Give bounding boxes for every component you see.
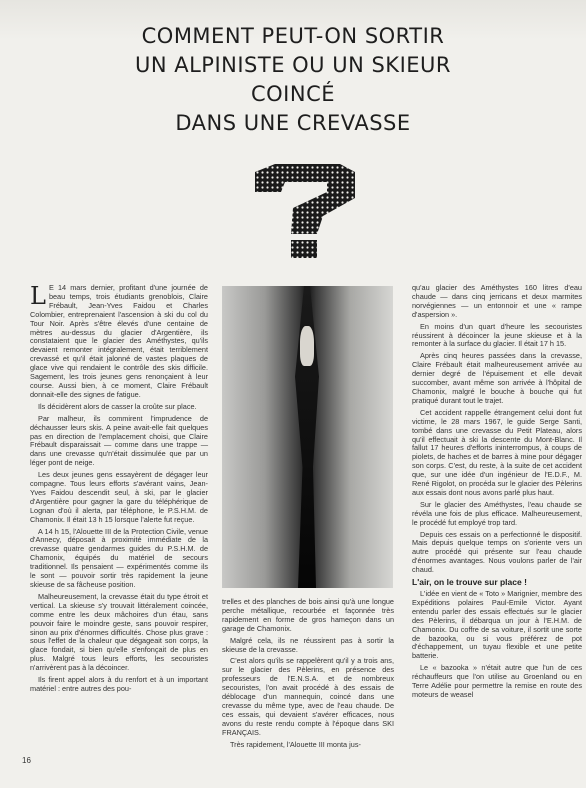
text-column-middle [222,598,394,753]
drop-cap: L [30,282,46,310]
paragraph: A 14 h 15, l'Alouette III de la Protection Civile, venue d'Annecy, déposait à proximité immédiate de la crevasse quatre gendarmes guides du P.S.H.M. de Chamonix, équipés du matériel de secours traditionnel. Ils pensaient — expérimentés comme ils le sont — pouvoir sortir très rapidement la jeune skieuse de sa fâcheuse position. [30,526,208,589]
paragraph: Les deux jeunes gens essayèrent de dégager leur compagne. Tous leurs efforts s'avérant vains, Jean-Yves Faidou descendit seul, à ski, par le glacier d'Argentière pour gagner la gare du téléphérique de Lognan d'où il alerta, par téléphone, le P.S.H.M. de Chamonix. Il était 13 h 15 lorsque l'alerte fut reçue. [30,470,208,524]
title-line-1: COMMENT PEUT-ON SORTIR [141,24,445,48]
trapped-figure [300,326,314,366]
crevasse-photo [222,286,393,588]
paragraph: Depuis ces essais on a perfectionné le dispositif. Mais depuis quelque temps on s'oriente vers un autre procédé qui présente sur l'eau chaude d'énormes avantages. Nous voulons parler de l'air chaud. [412,529,582,575]
lead-text: E 14 mars dernier, profitant d'une journée de beau temps, trois étudiants grenoblois, Claire Frébault, Jean-Yves Faidou et Charles Colombier, entreprenaient l'ascension à ski du col du Tour Noir. Après s'être élevés d'une centaine de mètres au-dessus du glacier d'Argentière, ils constataient que le glacier des Améthystes, qu'ils devaient remonter intégralement, était terriblement crevassé et qu'il était jalonné de vastes plaques de glace vive qui rendaient le contrôle des skis difficile. Sagement, les trois jeunes gens renonçaient à leur course. Aussi bien, à ce moment, Claire Frébault donnait-elle des signes de fatigue. [30,283,208,399]
paragraph: En moins d'un quart d'heure les secouristes réussirent à décoincer la jeune skieuse et à la remonter à la surface du glacier. Il était 17 h 15. [412,321,582,349]
paragraph: Ils firent appel alors à du renfort et à un important matériel : entre autres des pou- [30,675,208,693]
paragraph: Cet accident rappelle étrangement celui dont fut victime, le 28 mars 1967, le guide Serge Santi, tombé dans une crevasse du Petit Plateau, alors qu'il effectuait à ski la descente du Mont-Blanc. Il fallut 17 heures d'efforts ininterrompus, à coups de piolets, de haches et de barres à mine pour dégager son corps. C'est, du reste, à la suite de cet accident que, sur une idée d'un ingénieur de l'E.D.F., M. René Rigolot, on procéda sur le glacier des Pèlerins aux essais dont nous avons parlé plus haut. [412,407,582,497]
article-title [40,22,546,138]
page-number: 16 [22,756,31,765]
text-column-right [412,284,582,703]
paragraph: Très rapidement, l'Alouette III monta jus- [230,739,361,749]
lead-paragraph [30,284,208,400]
title-line-3: COINCÉ [250,82,336,106]
title-line-4: DANS UNE CREVASSE [175,111,411,135]
paragraph: Ils décidèrent alors de casser la croûte sur place. [38,401,197,411]
paragraph: Malheureusement, la crevasse était du type étroit et vertical. La skieuse s'y trouvait littéralement coincée, comme entre les deux mâchoires d'un étau, sans pouvoir faire le moindre geste, sans pouvoir respirer, sinon au prix d'énormes difficultés. Chose plus grave : sous l'effet de la chaleur que dégageait son corps, la glace fondait, si bien qu'elle s'enfonçait de plus en plus. Malgré tous leurs efforts, les secouristes n'arrivèrent pas à la décoincer. [30,591,208,673]
title-line-2: UN ALPINISTE OU UN SKIEUR [134,53,452,77]
question-mark-icon [245,160,365,260]
paragraph: Par malheur, ils commirent l'imprudence de déchausser leurs skis. A peine avait-elle fait quelques pas en direction de l'emplacement choisi, que Claire Frébault disparaissait — comme dans une trappe — dans une crevasse qu'n'était dissimulée que par un léger pont de neige. [30,413,208,468]
paragraph: Malgré cela, ils ne réussirent pas à sortir la skieuse de la crevasse. [222,635,394,654]
paragraph: trelles et des planches de bois ainsi qu'à une longue perche métallique, recourbée et façonnée très rapidement en forme de gros hameçon dans un garage de Chamonix. [222,597,394,633]
paragraph: L'idée en vient de « Toto » Marignier, membre des Expéditions polaires Paul-Emile Victor. Ayant entendu parler des essais effectués sur le glacier des Pèlerins, il débarqua un jour à l'E.H.M. de Chamonix. Du coffre de sa voiture, il sortit une sorte de bazooka, ou si vous préférez de pot d'échappement, un tuyau flexible et une petite batterie. [412,589,582,661]
text-column-left [30,284,208,697]
section-subheading: L'air, on le trouve sur place ! [412,577,527,588]
paragraph: Le « bazooka » n'était autre que l'un de ces réchauffeurs que l'on utilise au Groenland ou en Terre Adélie pour permettre la remise en route des moteurs de weasel [412,663,582,699]
paragraph: C'est alors qu'ils se rappelèrent qu'il y a trois ans, sur le glacier des Pèlerins, en présence des professeurs de l'E.N.S.A. et de nombreux secouristes, l'on avait procédé à des essais de déblocage d'un mannequin, coincé dans une crevasse du même type, avec de l'eau chaude. De ces essais, qui devaient s'avérer efficaces, nous avons du reste rendu compte à l'époque dans SKI FRANÇAIS. [222,656,394,737]
paragraph: qu'au glacier des Améthystes 160 litres d'eau chaude — dans cinq jerricans et deux marmites norvégiennes — un entonnoir et une « rampe d'aspersion ». [412,283,582,319]
paragraph: Sur le glacier des Améthystes, l'eau chaude se révéla une fois de plus efficace. Malheureusement, le procédé fut employé trop tard. [412,499,582,527]
paragraph: Après cinq heures passées dans la crevasse, Claire Frébault était malheureusement arrivée au dernier degré de l'épuisement et elle devait succomber, avant même son arrivée à l'hôpital de Chamonix, malgré le bouche à bouche qui fut pratiqué durant tout le trajet. [412,351,582,405]
